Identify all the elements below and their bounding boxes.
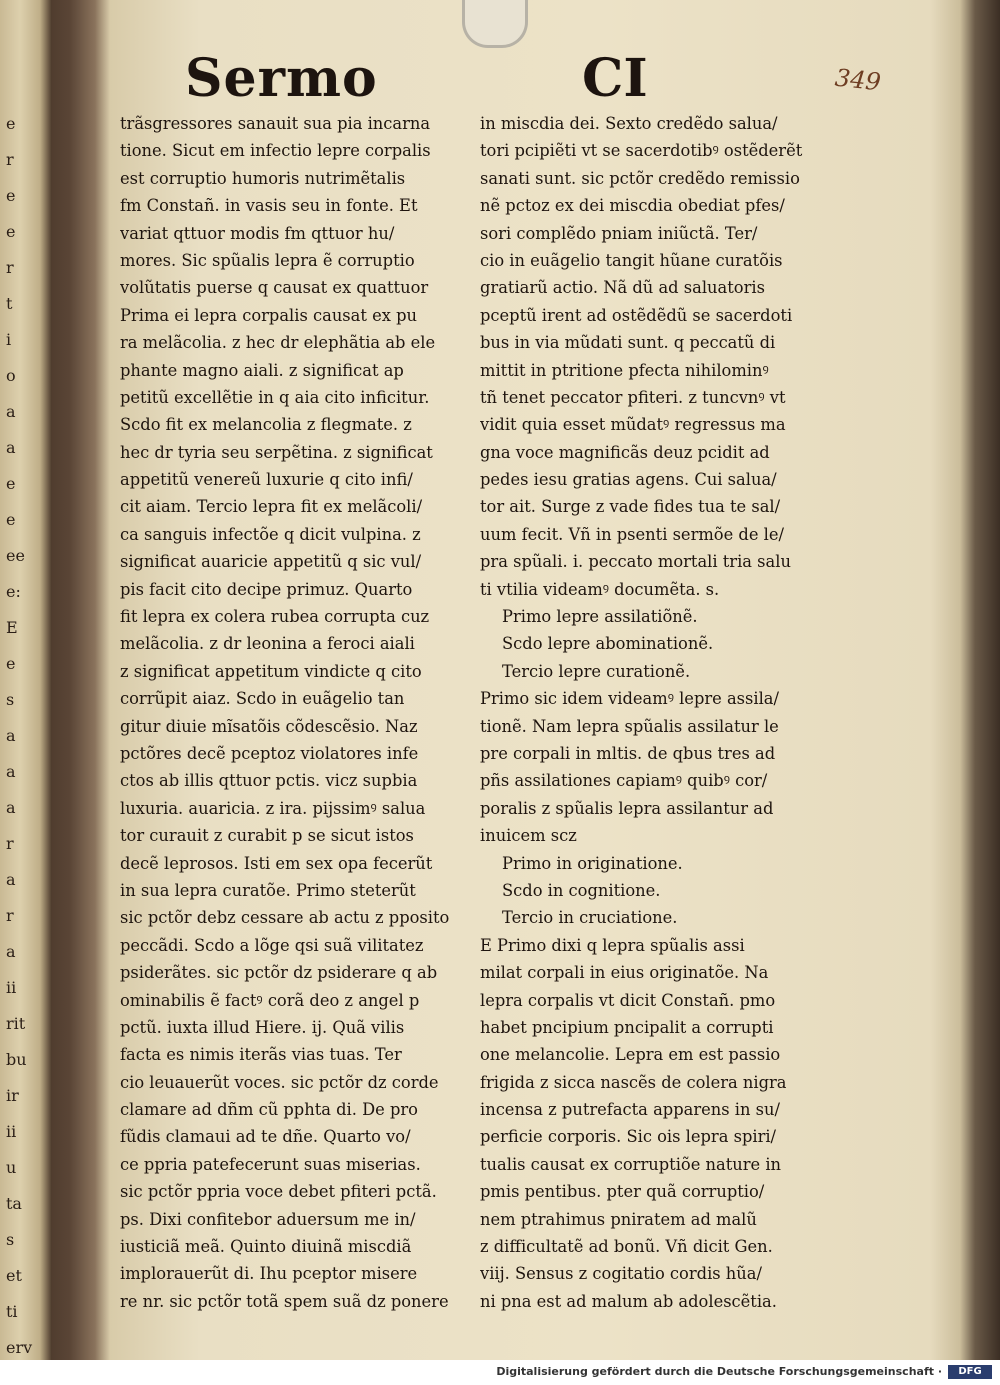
left-page-fragment: ii [6, 978, 17, 997]
left-page-fragment: r [6, 258, 14, 277]
left-page-fragment: bu [6, 1050, 27, 1069]
text-line: est corruptio humoris nutrimẽtalis [120, 168, 406, 188]
folio-number: CI [582, 48, 648, 109]
left-page-fragment: rit [6, 1014, 26, 1033]
left-page-fragment: ti [6, 1302, 18, 1321]
text-line: sanati sunt. sic pctõr credẽdo remissio [480, 168, 800, 188]
left-page-fragment: t [6, 294, 13, 313]
text-line: tor ait. Surge z vade fides tua te sal/ [480, 497, 781, 517]
text-line: Primo sic idem videamꝰ lepre assila/ [480, 689, 779, 709]
left-page-edge [0, 0, 52, 1360]
text-line: pre corpali in mltis. de qbus tres ad [480, 743, 776, 763]
left-page-fragment: r [6, 834, 14, 853]
text-line: E Primo dixi q lepra spũalis assi [480, 935, 745, 955]
outline-item: Scdo in cognitione. [502, 880, 661, 900]
text-line: fit lepra ex colera rubea corrupta cuz [120, 607, 430, 627]
running-title: Sermo [185, 48, 378, 109]
text-line: psiderãtes. sic pctõr dz psiderare q ab [120, 963, 438, 983]
text-line: incensa z putrefacta apparens in su/ [480, 1100, 780, 1120]
text-line: appetitũ venereũ luxurie q cito infi/ [120, 470, 413, 490]
text-line: clamare ad dñm cũ pphta di. De pro [120, 1100, 418, 1120]
text-line: ominabilis ẽ factꝰ corã deo z angel p [120, 990, 420, 1010]
handwritten-page-number: 349 [833, 63, 883, 97]
text-line: corrũpit aiaz. Scdo in euãgelio tan [120, 689, 405, 709]
outline-item: Primo in originatione. [502, 853, 683, 873]
text-line: trãsgressores sanauit sua pia incarna [120, 114, 431, 133]
text-line: hec dr tyria seu serpẽtina. z significat [120, 442, 433, 462]
text-line: tionẽ. Nam lepra spũalis assilatur le [480, 716, 779, 736]
text-line: pceptũ irent ad ostẽdẽdũ se sacerdoti [480, 305, 793, 325]
text-line: tione. Sicut em infectio lepre corpalis [120, 141, 431, 161]
outline-item: Primo lepre assilatiõnẽ. [502, 607, 698, 627]
text-column-left [120, 110, 465, 1315]
text-line: implorauerũt di. Ihu pceptor misere [120, 1264, 418, 1284]
text-line: ce ppria patefecerunt suas miserias. [120, 1154, 421, 1174]
text-line: gratiarũ actio. Nã dũ ad saluatoris [480, 278, 765, 298]
left-page-fragment: ii [6, 1122, 17, 1141]
text-line: ni pna est ad malum ab adolescẽtia. [480, 1291, 777, 1311]
text-line: melãcolia. z dr leonina a feroci aiali [120, 634, 415, 654]
left-page-fragment: a [6, 870, 16, 889]
text-column-right [480, 110, 825, 1315]
text-line: re nr. sic pctõr totã spem suã dz ponere [120, 1291, 449, 1311]
left-page-fragment: e [6, 114, 16, 133]
text-line: z difficultatẽ ad bonũ. Vñ dicit Gen. [480, 1237, 773, 1257]
left-page-fragment: e [6, 474, 16, 493]
text-line: nẽ pctoz ex dei miscdia obediat pfes/ [480, 196, 785, 216]
text-line: gitur diuie mĩsatõis cõdescẽsio. Naz [120, 716, 418, 736]
text-line: cio leuauerũt voces. sic pctõr dz corde [120, 1072, 439, 1092]
text-line: luxuria. auaricia. z ira. pijssimꝰ salua [120, 798, 426, 818]
left-page-fragment: e [6, 510, 16, 529]
left-page-fragment: a [6, 762, 16, 781]
text-line: mittit in ptritione pfecta nihilominꝰ [480, 360, 769, 380]
left-page-fragment: ta [6, 1194, 22, 1213]
left-page-fragment: s [6, 690, 15, 709]
left-page-fragment: erv [6, 1338, 33, 1357]
outline-item: Scdo lepre abominationẽ. [502, 634, 714, 654]
text-line: pedes iesu gratias agens. Cui salua/ [480, 470, 777, 490]
text-line: perficie corporis. Sic ois lepra spiri/ [480, 1127, 777, 1147]
left-page-fragment: s [6, 1230, 15, 1249]
text-line: pctõres decẽ pceptoz violatores infe [120, 743, 419, 763]
text-line: frigida z sicca nascẽs de colera nigra [480, 1072, 787, 1092]
text-line: z significat appetitum vindicte q cito [120, 661, 422, 681]
funding-note: Digitalisierung gefördert durch die Deutsche Forschungsgemeinschaft · [496, 1365, 942, 1378]
text-line: significat auaricie appetitũ q sic vul/ [120, 552, 422, 572]
left-page-fragment: ir [6, 1086, 19, 1105]
text-line: peccãdi. Scdo a lõge qsi suã vilitatez [120, 935, 424, 955]
text-line: bus in via mũdati sunt. q peccatũ di [480, 333, 776, 353]
text-line: cio in euãgelio tangit hũane curatõis [480, 250, 783, 270]
left-page-fragment: r [6, 150, 14, 169]
text-line: lepra corpalis vt dicit Constañ. pmo [480, 990, 776, 1010]
text-line: tualis causat ex corruptiõe nature in [480, 1154, 782, 1174]
text-line: pra spũali. i. peccato mortali tria salu [480, 552, 791, 572]
text-line: Prima ei lepra corpalis causat ex pu [120, 305, 417, 325]
outline-item: Tercio lepre curationẽ. [502, 661, 691, 681]
left-page-fragment: a [6, 942, 16, 961]
text-line: tñ tenet peccator pfiteri. z tuncvnꝰ vt [480, 387, 786, 407]
left-page-fragment: et [6, 1266, 22, 1285]
text-line: volũtatis puerse q causat ex quattuor [120, 278, 429, 298]
left-page-fragment: e [6, 654, 16, 673]
text-line: phante magno aiali. z significat ap [120, 360, 404, 380]
left-page-fragment: o [6, 366, 16, 385]
text-line: decẽ leprosos. Isti em sex opa fecerũt [120, 853, 433, 873]
left-page-fragment: E [6, 618, 18, 637]
left-page-fragment: e [6, 222, 16, 241]
text-line: ctos ab illis qttuor pctis. vicz supbia [120, 771, 418, 791]
text-line: cit aiam. Tercio lepra fit ex melãcoli/ [120, 497, 423, 517]
text-line: pctũ. iuxta illud Hiere. ij. Quã vilis [120, 1017, 405, 1037]
text-line: pis facit cito decipe primuz. Quarto [120, 579, 413, 599]
text-line: ps. Dixi confitebor aduersum me in/ [120, 1209, 416, 1229]
text-line: pmis pentibus. pter quã corruptio/ [480, 1182, 765, 1202]
text-line: sic pctõr debz cessare ab actu z pposito [120, 908, 450, 928]
text-line: uum fecit. Vñ in psenti sermõe de le/ [480, 524, 784, 544]
left-page-fragment: a [6, 402, 16, 421]
text-line: fũdis clamaui ad te dñe. Quarto vo/ [120, 1127, 411, 1147]
left-page-fragment: e: [6, 582, 21, 601]
text-line: one melancolie. Lepra em est passio [480, 1045, 781, 1065]
text-line: sori complẽdo pniam iniũctã. Ter/ [480, 223, 758, 243]
left-page-fragment: a [6, 798, 16, 817]
left-page-fragment: u [6, 1158, 17, 1177]
text-line: milat corpali in eius originatõe. Na [480, 963, 769, 983]
text-line: nem ptrahimus pniratem ad malũ [480, 1209, 757, 1229]
text-line: ti vtilia videamꝰ documẽta. s. [480, 579, 720, 599]
left-page-fragment: ee [6, 546, 25, 565]
text-line: gna voce magnificãs deuz pcidit ad [480, 442, 770, 462]
left-page-fragment: a [6, 438, 16, 457]
outline-item: Tercio in cruciatione. [502, 908, 678, 928]
text-line: in miscdia dei. Sexto credẽdo salua/ [480, 114, 778, 133]
text-line: sic pctõr ppria voce debet pfiteri pctã. [120, 1182, 437, 1202]
text-line: variat qttuor modis fm qttuor hu/ [120, 223, 395, 243]
text-line: mores. Sic spũalis lepra ẽ corruptio [120, 250, 415, 270]
text-line: vidit quia esset mũdatꝰ regressus ma [480, 415, 786, 435]
text-line: ca sanguis infectõe q dicit vulpina. z [120, 524, 421, 544]
text-line: fm Constañ. in vasis seu in fonte. Et [120, 196, 418, 216]
text-line: inuicem scz [480, 826, 577, 846]
left-page-fragment: a [6, 726, 16, 745]
text-line: pñs assilationes capiamꝰ quibꝰ cor/ [480, 771, 768, 791]
text-line: petitũ excellẽtie in q aia cito inficitur. [120, 387, 430, 407]
paper-clip [462, 0, 528, 48]
text-line: ra melãcolia. z hec dr elephãtia ab ele [120, 333, 436, 353]
left-page-fragment: e [6, 186, 16, 205]
left-page-fragment: i [6, 330, 12, 349]
text-line: habet pncipium pncipalit a corrupti [480, 1017, 774, 1037]
text-line: Scdo fit ex melancolia z flegmate. z [120, 415, 412, 435]
dfg-logo: DFG [948, 1365, 992, 1379]
text-line: iusticiã meã. Quinto diuinã miscdiã [120, 1237, 412, 1257]
text-line: in sua lepra curatõe. Primo steterũt [120, 880, 416, 900]
text-line: facta es nimis iterãs vias tuas. Ter [120, 1045, 402, 1065]
text-line: viij. Sensus z cogitatio cordis hũa/ [480, 1264, 762, 1284]
text-line: poralis z spũalis lepra assilantur ad [480, 798, 774, 818]
text-line: tori pcipiẽti vt se sacerdotibꝰ ostẽderẽt [480, 141, 803, 161]
text-line: tor curauit z curabit p se sicut istos [120, 826, 414, 846]
left-page-fragment: r [6, 906, 14, 925]
